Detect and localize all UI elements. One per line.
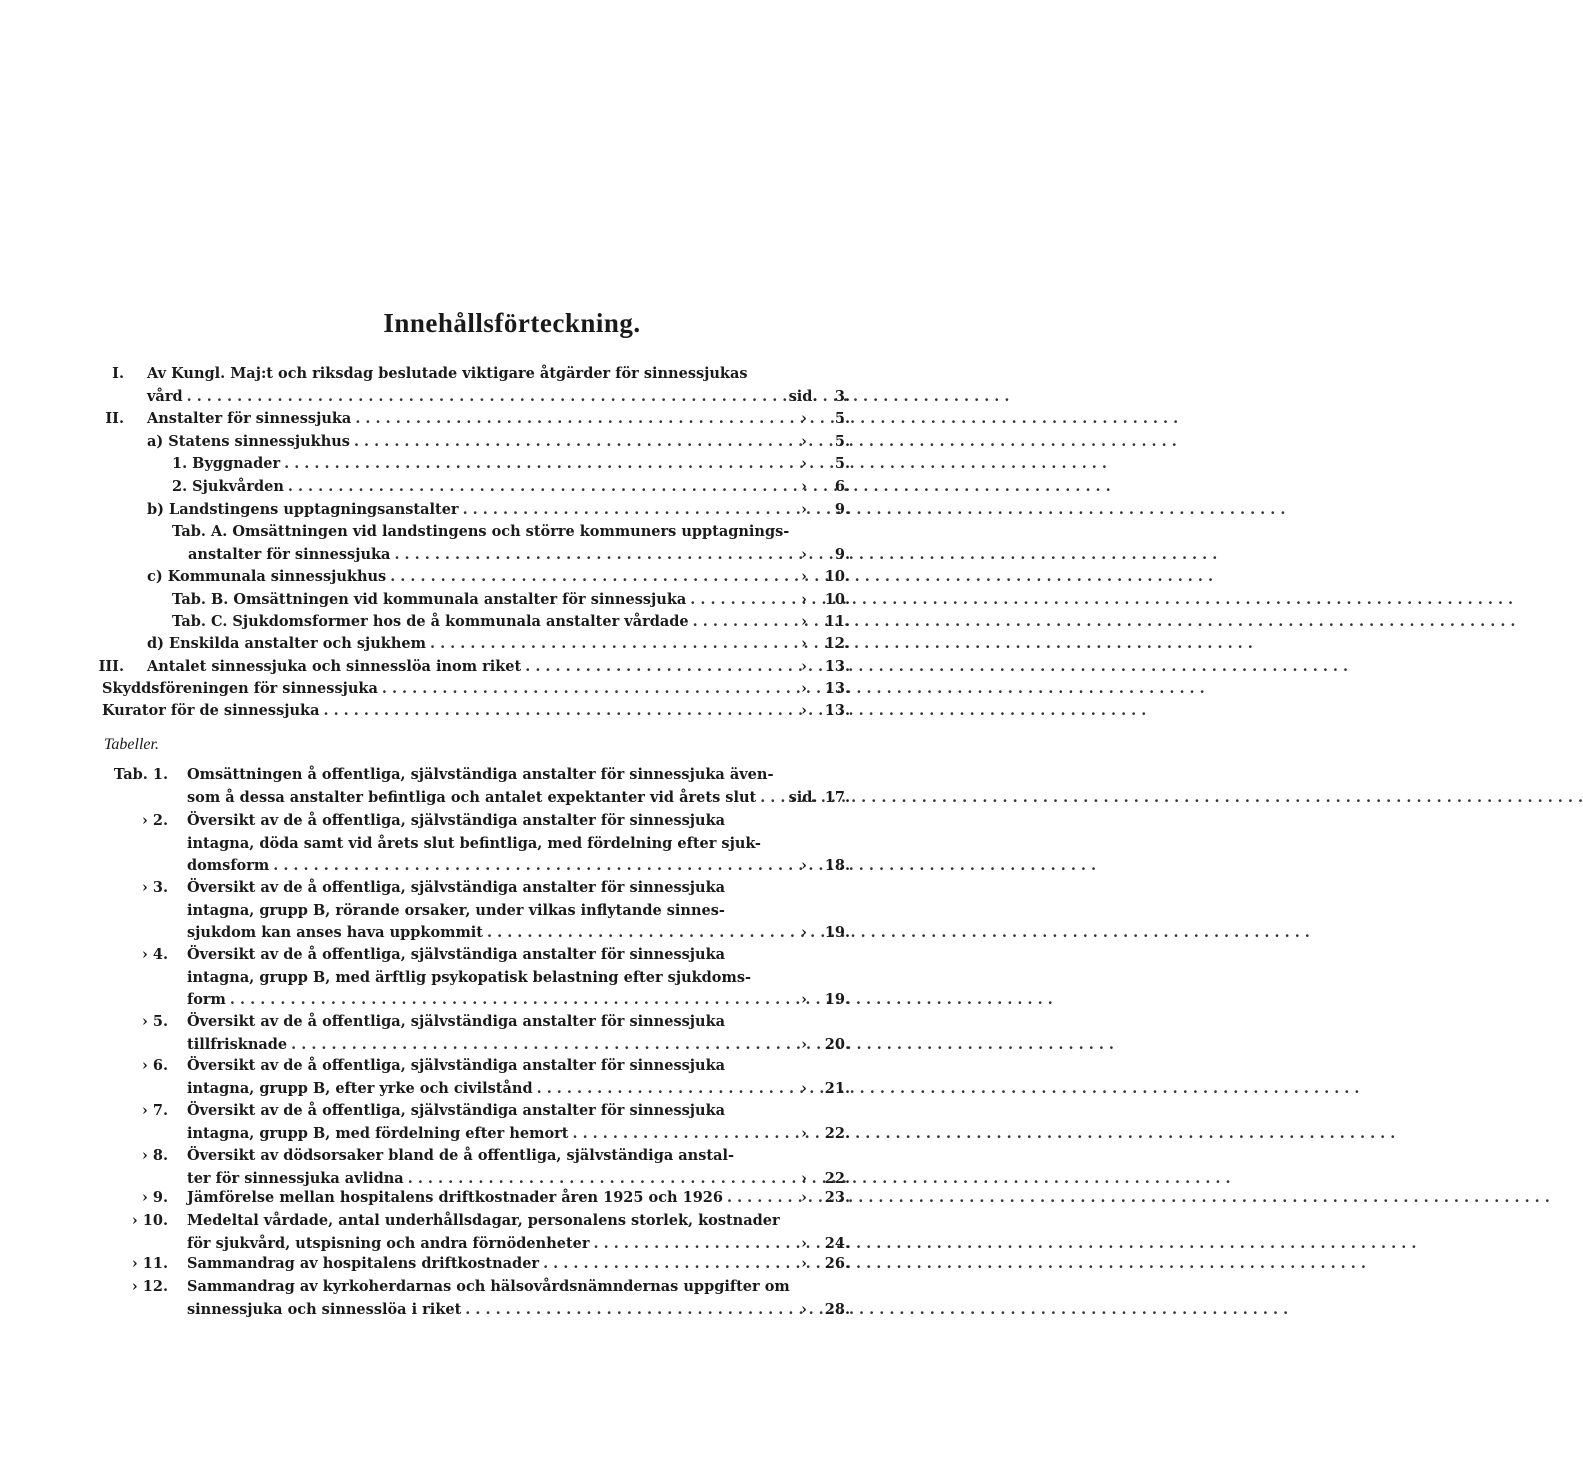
tabell-entry-text: Medeltal vårdade, antal underhållsdagar, personalens storlek, kostnader (187, 1212, 780, 1229)
page-number: 5. (834, 410, 850, 427)
page-number: 13. (824, 680, 850, 697)
dot-leader (284, 453, 1107, 475)
tabell-entry-text: domsform (187, 857, 270, 874)
toc-entry-text: Skyddsföreningen för sinnessjuka (102, 680, 378, 697)
page-number: 23. (824, 1189, 850, 1206)
dot-leader (187, 386, 1010, 408)
toc-entry-line (172, 589, 788, 611)
dot-leader (273, 855, 1096, 877)
page-reference-marker: › (801, 702, 807, 719)
page-number: 18. (824, 857, 850, 874)
tabell-entry-text: Sammandrag av kyrkoherdarnas och hälsovårdsnämndernas uppgifter om (187, 1278, 790, 1295)
toc-entry-line (172, 476, 788, 498)
toc-entry-text: Tab. B. Omsättningen vid kommunala anstalter för sinnessjuka (172, 591, 687, 608)
page-number: 22. (824, 1169, 850, 1187)
tabell-entry-number: › 4. (142, 946, 168, 963)
dot-leader (230, 989, 1053, 1011)
toc-entry-line (147, 633, 788, 655)
toc-entry-text: Tab. A. Omsättningen vid landstingens och större kommuners upptagnings- (172, 523, 790, 540)
dot-leader (323, 700, 1146, 722)
dot-leader (727, 1187, 1550, 1209)
dot-leader (487, 922, 1310, 944)
page-number: 26. (824, 1255, 850, 1272)
page-reference-marker: › (801, 433, 807, 450)
page-number: 17. (824, 788, 850, 806)
toc-entry-line (172, 453, 788, 475)
tabell-entry-text: Omsättningen å offentliga, självständiga anstalter för sinnessjuka även- (187, 766, 774, 783)
toc-entry-line (147, 566, 788, 588)
toc-entry-line (102, 678, 788, 700)
dot-leader (543, 1253, 1366, 1275)
tabell-entry-line (187, 787, 788, 809)
page-reference-marker: sid. (788, 788, 818, 806)
page-number: 28. (824, 1300, 850, 1318)
page-reference-marker: › (801, 1124, 807, 1142)
page-number: 21. (824, 1079, 850, 1097)
tabell-entry-line (187, 1276, 790, 1298)
page-number: 24. (824, 1234, 850, 1252)
page-reference-marker: sid. (788, 387, 818, 405)
toc-entry-text: vård (147, 387, 183, 405)
page-reference-marker: › (801, 1234, 807, 1252)
tabell-entry-line (187, 1233, 788, 1255)
tabell-entry-text: intagna, döda samt vid årets slut befintliga, med fördelning efter sjuk- (187, 834, 761, 852)
page-reference-marker: › (801, 857, 807, 874)
page-number: 13. (824, 702, 850, 719)
toc-entry-number: II. (105, 410, 124, 427)
page-number: 6. (834, 478, 850, 495)
tabell-entry-line (187, 1034, 788, 1056)
page-title: Innehållsförteckning. (383, 308, 641, 338)
page-number: 9. (834, 501, 850, 518)
tabell-entry-line (187, 1123, 788, 1145)
page-reference-marker: › (801, 1079, 807, 1097)
tabell-entry-line (187, 967, 780, 989)
tabell-entry-number: › 5. (142, 1013, 168, 1030)
page-number: 20. (824, 1035, 850, 1053)
toc-entry-text: anstalter för sinnessjuka (188, 545, 391, 563)
tabell-entry-line (187, 944, 780, 966)
tabell-entry-line (187, 1145, 780, 1167)
dot-leader (288, 476, 1111, 498)
page-reference-marker: › (801, 1169, 807, 1187)
tabell-entry-text: ter för sinnessjuka avlidna (187, 1169, 404, 1187)
tabell-entry-number: › 3. (142, 879, 168, 896)
tabell-entry-line (187, 1187, 788, 1209)
dot-leader (465, 1299, 1288, 1321)
toc-entry-line (147, 386, 788, 408)
dot-leader (594, 1233, 1417, 1255)
toc-entry-text: d) Enskilda anstalter och sjukhem (147, 635, 426, 652)
tabell-entry-line (187, 855, 788, 877)
toc-entry-text: Antalet sinnessjuka och sinnesslöa inom riket (147, 658, 522, 675)
tabell-entry-text: intagna, grupp B, med ärftlig psykopatisk belastning efter sjukdoms- (187, 968, 751, 986)
page-number: 5. (834, 455, 850, 472)
tabell-entry-text: sjukdom kan anses hava uppkommit (187, 924, 484, 941)
toc-entry-text: Kurator för de sinnessjuka (102, 702, 320, 719)
page-reference-marker: › (801, 635, 807, 652)
tabell-entry-line (187, 833, 780, 855)
tabell-entry-text: form (187, 991, 226, 1008)
tabell-entry-line (187, 900, 780, 922)
tabell-entry-line (187, 1299, 788, 1321)
page-number: 3. (834, 387, 850, 405)
toc-entry-line (147, 499, 788, 521)
tabell-entry-line (187, 1253, 788, 1275)
tabell-entry-text: intagna, grupp B, rörande orsaker, under vilkas inflytande sinnes- (187, 901, 725, 919)
tabell-entry-text: Översikt av de å offentliga, självständiga anstalter för sinnessjuka (187, 1057, 726, 1074)
toc-entry-line (147, 431, 788, 453)
toc-entry-line (147, 363, 780, 385)
toc-entry-text: Av Kungl. Maj:t och riksdag beslutade viktigare åtgärder för sinnessjukas (147, 365, 748, 382)
tabell-entry-number: › 10. (131, 1212, 168, 1229)
page-reference-marker: › (801, 1255, 807, 1272)
page-reference-marker: › (801, 924, 807, 941)
tabell-entry-number: › 6. (142, 1057, 168, 1074)
tabell-entry-number: › 11. (131, 1255, 168, 1272)
tabell-entry-text: för sjukvård, utspisning och andra förnödenheter (187, 1234, 590, 1252)
dot-leader (537, 1078, 1360, 1100)
toc-entry-number: III. (98, 658, 124, 675)
toc-entry-line (188, 544, 788, 566)
tabell-entry-text: Översikt av de å offentliga, självständiga anstalter för sinnessjuka (187, 812, 726, 829)
page-number: 13. (824, 658, 850, 675)
dot-leader (572, 1123, 1395, 1145)
page-number: 11. (824, 613, 850, 630)
tabell-entry-number: › 9. (142, 1189, 168, 1206)
toc-entry-line (172, 611, 788, 633)
page-number: 10. (824, 568, 850, 585)
tabell-entry-number: › 8. (142, 1147, 168, 1164)
dot-leader (463, 499, 1286, 521)
tabell-entry-text: sinnessjuka och sinnesslöa i riket (187, 1300, 462, 1318)
tabell-entry-line (187, 764, 780, 786)
tabell-entry-line (187, 1011, 780, 1033)
page-number: 10. (824, 591, 850, 608)
page-reference-marker: › (801, 1189, 807, 1206)
tabeller-heading: Tabeller. (104, 736, 159, 753)
toc-entry-line (147, 656, 788, 678)
dot-leader (355, 408, 1178, 430)
page-reference-marker: › (801, 501, 807, 518)
toc-entry-line (172, 521, 790, 543)
tabell-entry-number: › 7. (142, 1102, 168, 1119)
page-reference-marker: › (801, 568, 807, 585)
page-reference-marker: › (801, 991, 807, 1008)
page-reference-marker: › (801, 658, 807, 675)
dot-leader (760, 787, 1583, 809)
page-number: 12. (824, 635, 850, 652)
toc-entry-text: 2. Sjukvården (172, 478, 284, 495)
tabell-entry-text: som å dessa anstalter befintliga och antalet expektanter vid årets slut (187, 788, 757, 806)
toc-entry-text: Anstalter för sinnessjuka (147, 410, 352, 427)
tabell-entry-text: intagna, grupp B, med fördelning efter hemort (187, 1124, 569, 1142)
page-reference-marker: › (801, 680, 807, 697)
tabell-entry-number: Tab. 1. (113, 766, 168, 783)
dot-leader (354, 431, 1177, 453)
toc-entry-text: c) Kommunala sinnessjukhus (147, 568, 387, 585)
tabell-entry-line (187, 1210, 780, 1232)
dot-leader (525, 656, 1348, 678)
page-number: 22. (824, 1124, 850, 1142)
toc-entry-text: b) Landstingens upptagningsanstalter (147, 501, 459, 518)
tabell-entry-text: Översikt av de å offentliga, självständiga anstalter för sinnessjuka (187, 1102, 726, 1119)
tabell-entry-line (187, 1100, 780, 1122)
toc-entry-line (147, 408, 788, 430)
tabell-entry-text: tillfrisknade (187, 1035, 288, 1053)
tabell-entry-line (187, 1078, 788, 1100)
tabell-entry-text: Översikt av de å offentliga, självständiga anstalter för sinnessjuka (187, 879, 726, 896)
tabell-entry-line (187, 810, 780, 832)
page-reference-marker: › (801, 1300, 807, 1318)
page-reference-marker: › (801, 591, 807, 608)
dot-leader (291, 1034, 1114, 1056)
page-number: 5. (834, 433, 850, 450)
page-number: 9. (834, 545, 850, 563)
page-reference-marker: › (801, 478, 807, 495)
tabell-entry-text: Översikt av de å offentliga, självständiga anstalter för sinnessjuka (187, 946, 726, 963)
page-number: 19. (824, 924, 850, 941)
tabell-entry-text: intagna, grupp B, efter yrke och civilstånd (187, 1079, 533, 1097)
page-reference-marker: › (801, 1035, 807, 1053)
tabell-entry-line (187, 877, 780, 899)
page-reference-marker: › (801, 410, 807, 427)
tabell-entry-text: Översikt av dödsorsaker bland de å offentliga, självständiga anstal- (187, 1147, 734, 1164)
page-reference-marker: › (801, 545, 807, 563)
tabell-entry-text: Jämförelse mellan hospitalens driftkostnader åren 1925 och 1926 (187, 1189, 723, 1206)
toc-entry-text: 1. Byggnader (172, 455, 281, 472)
tabell-entry-number: › 12. (131, 1278, 168, 1295)
tabell-entry-line (187, 989, 788, 1011)
toc-entry-number: I. (112, 365, 124, 382)
page-reference-marker: › (801, 613, 807, 630)
toc-entry-line (102, 700, 788, 722)
tabell-entry-line (187, 1055, 780, 1077)
dot-leader (693, 611, 1516, 633)
page-number: 19. (824, 991, 850, 1008)
tabell-entry-text: Översikt av de å offentliga, självständiga anstalter för sinnessjuka (187, 1013, 726, 1030)
page-reference-marker: › (801, 455, 807, 472)
tabell-entry-text: Sammandrag av hospitalens driftkostnader (187, 1255, 540, 1272)
tabell-entry-line (187, 922, 788, 944)
toc-entry-text: a) Statens sinnessjukhus (147, 433, 350, 450)
tabell-entry-number: › 2. (142, 812, 168, 829)
toc-entry-text: Tab. C. Sjukdomsformer hos de å kommunala anstalter vårdade (172, 613, 689, 630)
